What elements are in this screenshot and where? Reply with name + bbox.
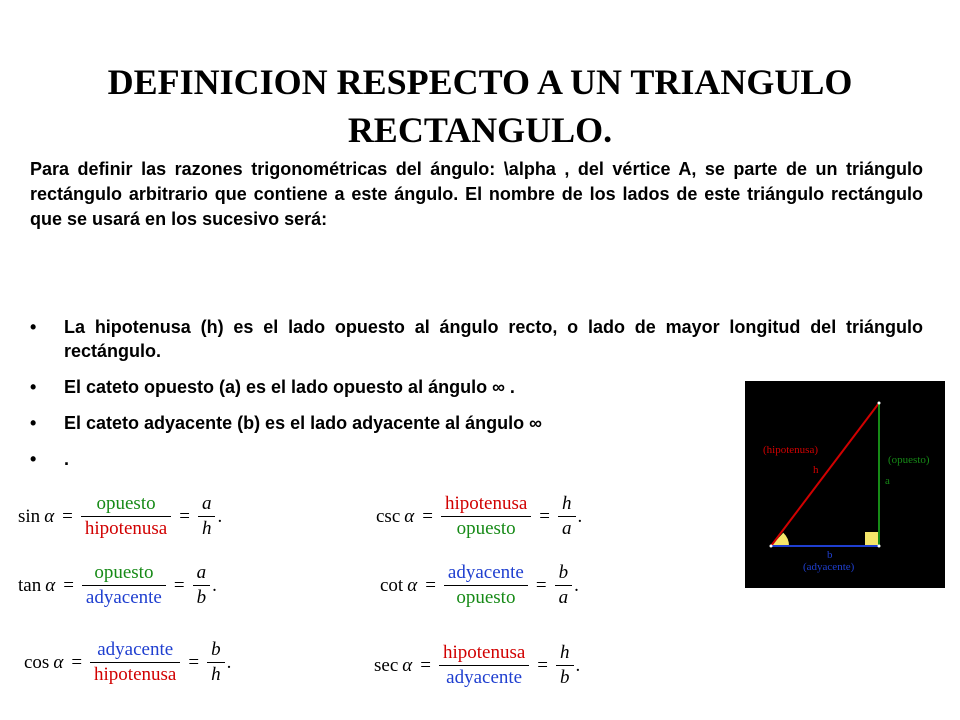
fraction-denominator: b bbox=[196, 587, 207, 608]
alpha-symbol: α bbox=[53, 651, 64, 673]
list-item bbox=[30, 315, 923, 363]
equals-sign: = bbox=[62, 505, 73, 527]
function-name: tan bbox=[18, 574, 42, 596]
adjacent-label: (adyacente) bbox=[803, 561, 855, 573]
word-fraction bbox=[81, 492, 171, 541]
slide-title bbox=[0, 58, 960, 154]
fraction-denominator: opuesto bbox=[456, 518, 516, 539]
formula-sec bbox=[374, 641, 580, 690]
period: . bbox=[577, 505, 583, 527]
equals-sign: = bbox=[422, 505, 433, 527]
word-fraction bbox=[439, 641, 529, 690]
bullet-icon: • bbox=[30, 317, 37, 337]
word-fraction bbox=[441, 492, 531, 541]
period: . bbox=[575, 654, 581, 676]
equals-sign: = bbox=[425, 574, 436, 596]
fraction-denominator: b bbox=[560, 667, 570, 688]
fraction-numerator: b bbox=[558, 562, 569, 583]
vertex-top bbox=[878, 402, 881, 405]
equals-sign: = bbox=[535, 574, 547, 596]
fraction-numerator: h bbox=[560, 642, 570, 663]
variable-fraction bbox=[207, 638, 225, 687]
period: . bbox=[574, 574, 579, 596]
fraction-denominator: hipotenusa bbox=[84, 518, 168, 539]
vertex-a bbox=[770, 545, 773, 548]
fraction-numerator: adyacente bbox=[447, 562, 524, 583]
fraction-numerator: opuesto bbox=[94, 562, 154, 583]
fraction-numerator: adyacente bbox=[97, 639, 174, 660]
fraction-denominator: a bbox=[558, 587, 569, 608]
formula-sin bbox=[18, 492, 222, 541]
bullet-text: . bbox=[64, 449, 70, 469]
list-item bbox=[30, 447, 744, 471]
slide-title-line2: RECTANGULO. bbox=[347, 110, 613, 150]
fraction-numerator: hipotenusa bbox=[442, 642, 526, 663]
intro-paragraph: Para definir las razones trigonométricas del ángulo: \alpha , del vértice A, se parte de un triángulo rectángulo arbitrario que contiene a este ángulo. El nombre de los lados de este triángulo rectángulo que se usará en los sucesivo será: bbox=[30, 159, 923, 229]
alpha-symbol: α bbox=[404, 505, 415, 527]
bullet-icon: • bbox=[30, 377, 37, 397]
formula-tan bbox=[18, 561, 217, 610]
formula-cot bbox=[380, 561, 579, 610]
equals-sign: = bbox=[539, 505, 551, 527]
variable-fraction bbox=[556, 641, 574, 690]
fraction-numerator: opuesto bbox=[96, 493, 156, 514]
variable-fraction bbox=[198, 492, 216, 541]
formula-csc bbox=[376, 492, 582, 541]
function-name: sin bbox=[18, 505, 41, 527]
fraction-denominator: hipotenusa bbox=[94, 664, 177, 685]
word-fraction bbox=[444, 561, 528, 610]
hypotenuse-line bbox=[771, 403, 879, 546]
list-item bbox=[30, 411, 744, 435]
triangle-diagram bbox=[745, 381, 945, 588]
fraction-denominator: adyacente bbox=[85, 587, 162, 608]
equals-sign: = bbox=[188, 651, 200, 673]
variable-fraction bbox=[558, 492, 576, 541]
period: . bbox=[212, 574, 217, 596]
function-name: cot bbox=[380, 574, 404, 596]
word-fraction bbox=[90, 638, 180, 687]
equals-sign: = bbox=[71, 651, 83, 673]
opposite-var: a bbox=[885, 475, 890, 487]
alpha-symbol: α bbox=[407, 574, 418, 596]
function-name: sec bbox=[374, 654, 399, 676]
hypotenuse-var: h bbox=[813, 464, 819, 476]
bullet-text: El cateto adyacente (b) es el lado adyacente al ángulo ∞ bbox=[64, 413, 542, 433]
equals-sign: = bbox=[179, 505, 190, 527]
word-fraction bbox=[82, 561, 166, 610]
adjacent-var: b bbox=[827, 549, 833, 561]
fraction-denominator: a bbox=[562, 518, 572, 539]
bullet-icon: • bbox=[30, 413, 37, 433]
alpha-symbol: α bbox=[45, 574, 56, 596]
fraction-denominator: h bbox=[211, 664, 221, 685]
equals-sign: = bbox=[420, 654, 431, 676]
function-name: csc bbox=[376, 505, 401, 527]
variable-fraction bbox=[555, 561, 573, 610]
fraction-denominator: adyacente bbox=[446, 667, 523, 688]
alpha-symbol: α bbox=[44, 505, 55, 527]
fraction-numerator: a bbox=[201, 493, 212, 514]
fraction-denominator: h bbox=[201, 518, 212, 539]
period: . bbox=[217, 505, 223, 527]
variable-fraction bbox=[193, 561, 211, 610]
formula-cos bbox=[24, 638, 231, 687]
alpha-symbol: α bbox=[402, 654, 413, 676]
triangle-svg bbox=[745, 381, 945, 588]
hypotenuse-label: (hipotenusa) bbox=[763, 444, 818, 456]
fraction-numerator: hipotenusa bbox=[444, 493, 528, 514]
function-name: cos bbox=[24, 651, 50, 673]
fraction-numerator: h bbox=[562, 493, 572, 514]
fraction-numerator: a bbox=[196, 562, 207, 583]
period: . bbox=[226, 651, 232, 673]
right-angle-icon bbox=[865, 532, 879, 546]
list-item bbox=[30, 375, 744, 399]
equals-sign: = bbox=[173, 574, 185, 596]
slide-title-line1: DEFINICION RESPECTO A UN TRIANGULO bbox=[107, 62, 853, 102]
opposite-label: (opuesto) bbox=[888, 454, 930, 466]
bullet-text: La hipotenusa (h) es el lado opuesto al ángulo recto, o lado de mayor longitud del triángulo rectángulo. bbox=[64, 317, 923, 361]
vertex-right-angle bbox=[878, 545, 881, 548]
bullet-text: El cateto opuesto (a) es el lado opuesto al ángulo ∞ . bbox=[64, 377, 515, 397]
equals-sign: = bbox=[537, 654, 549, 676]
equals-sign: = bbox=[63, 574, 74, 596]
bullet-icon: • bbox=[30, 449, 37, 469]
fraction-denominator: opuesto bbox=[456, 587, 516, 608]
fraction-numerator: b bbox=[211, 639, 221, 660]
